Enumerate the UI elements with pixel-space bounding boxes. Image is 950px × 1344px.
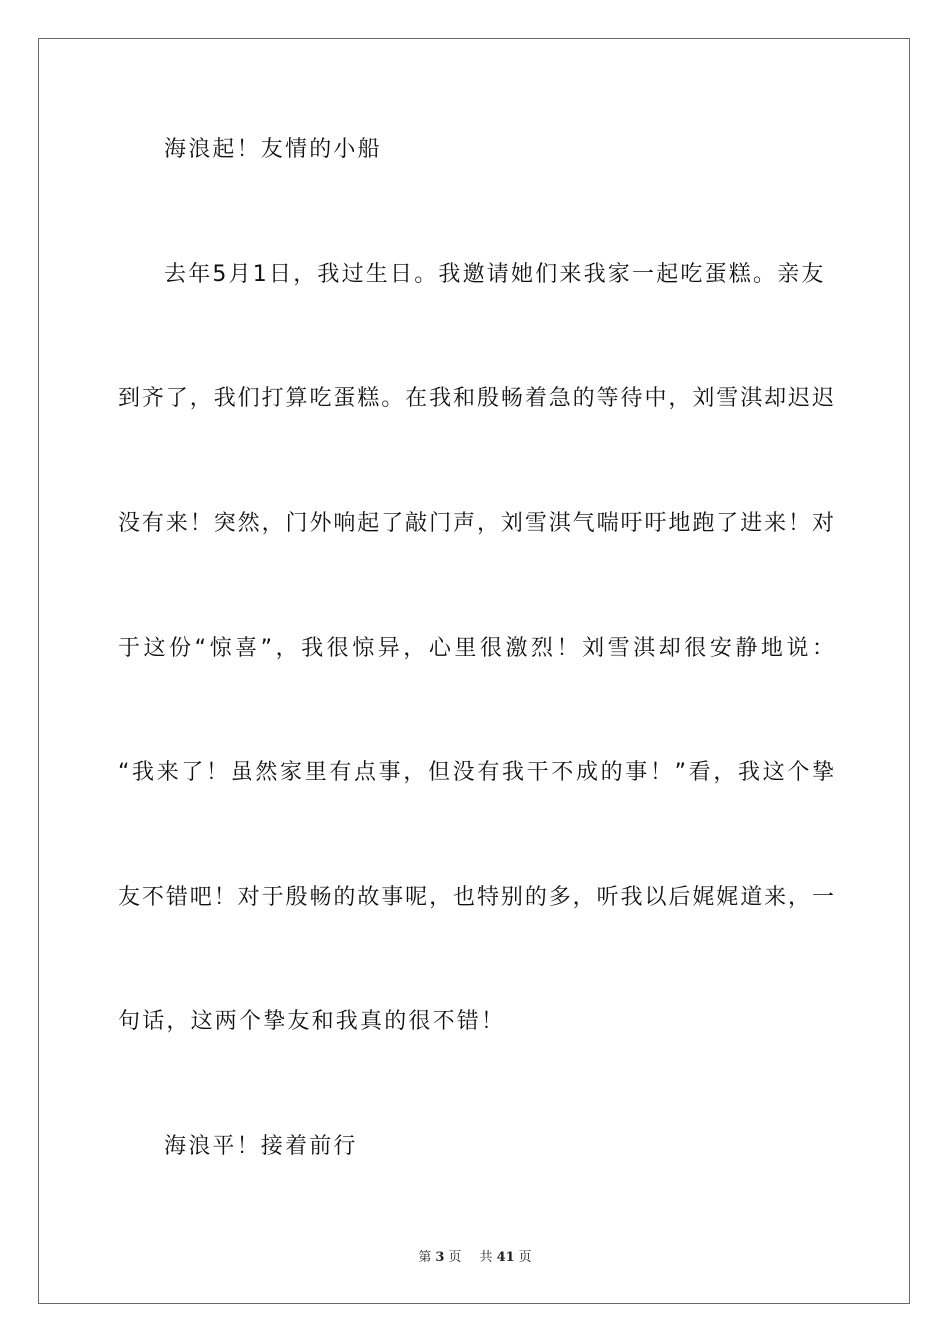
paragraph-line: 到齐了，我们打算吃蛋糕。在我和殷畅着急的等待中，刘雪淇却迟迟 [118, 386, 834, 411]
total-indicator [480, 1250, 532, 1265]
section-heading: 海浪平！接着前行 [164, 1134, 358, 1159]
paragraph-line: 去年5月1日，我过生日。我邀请她们来我家一起吃蛋糕。亲友 [164, 262, 826, 287]
paragraph-line: 句话，这两个挚友和我真的很不错！ [118, 1009, 506, 1034]
total-prefix: 共 [479, 1250, 493, 1265]
paragraph-line: “我来了！虽然家里有点事，但没有我干不成的事！”看，我这个挚 [118, 760, 834, 785]
page-prefix: 第 [418, 1250, 432, 1265]
page-footer [0, 1246, 950, 1265]
paragraph-line: 友不错吧！对于殷畅的故事呢，也特别的多，听我以后娓娓道来，一 [118, 885, 834, 910]
page-border [38, 38, 910, 1304]
page-suffix: 页 [448, 1250, 462, 1265]
total-suffix: 页 [518, 1250, 532, 1265]
paragraph-line: 没有来！突然，门外响起了敲门声，刘雪淇气喘吁吁地跑了进来！对 [118, 511, 834, 536]
paragraph-line: 于这份“惊喜”，我很惊异，心里很激烈！刘雪淇却很安静地说： [118, 636, 834, 661]
total-pages: 41 [496, 1250, 515, 1265]
page-number: 3 [435, 1250, 445, 1265]
section-heading: 海浪起！友情的小船 [164, 137, 382, 162]
page-indicator [418, 1250, 461, 1265]
